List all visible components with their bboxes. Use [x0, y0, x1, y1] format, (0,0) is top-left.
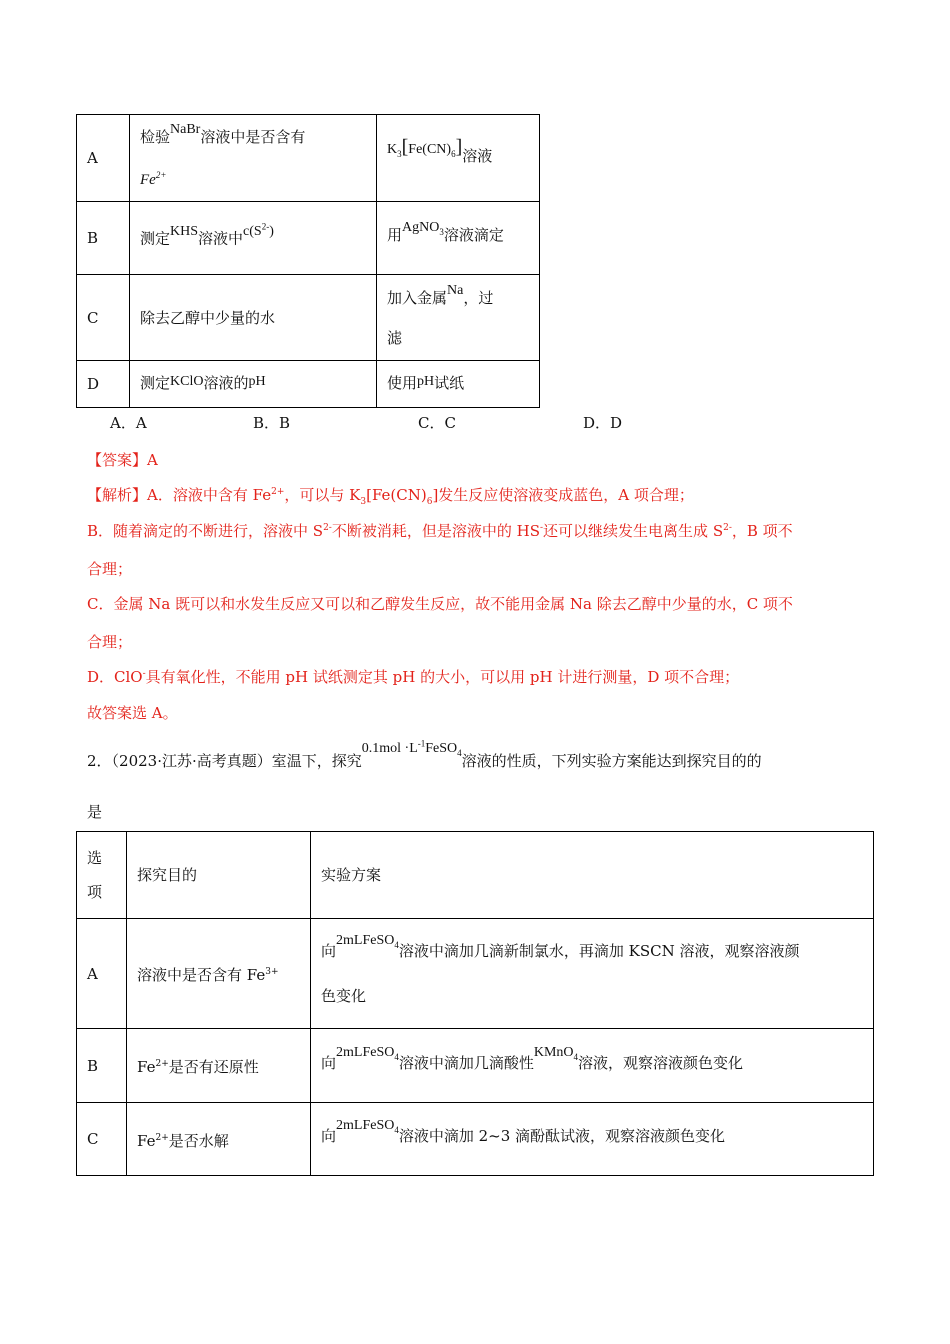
analysis-line-1: 【解析】A．溶液中含有 $Fe^{2+}$，可以与 $K_3[Fe(CN)_6]$发生反应使溶液变成蓝色，A 项合理； [87, 486, 694, 507]
analysis-line-2: B．随着滴定的不断进行，溶液中 $S^{2-}$不断被消耗，但是溶液中的 HS-还可以继续发生电离生成 $S^{2-}$，B 项不 [87, 522, 793, 540]
method-cell: 向2mLFeSO$_4$溶液中滴加几滴酸性KMnO$_4$溶液，观察溶液颜色变化 [311, 1029, 874, 1103]
method-cell: 用AgNO$_3$溶液滴定 [377, 202, 540, 275]
table-2 [76, 831, 874, 1176]
method-cell: $K_3[Fe(CN)_6]$溶液 [377, 115, 540, 202]
analysis-line-7: 故答案选 A。 [87, 704, 178, 722]
table-header-row [77, 832, 874, 919]
purpose-cell: 溶液中是否含有 $Fe^{3+}$ [127, 919, 311, 1029]
table-row [77, 361, 540, 408]
row-label: D [77, 361, 130, 408]
table-row [77, 115, 540, 202]
method-cell: 向2mLFeSO$_4$溶液中滴加几滴新制氯水，再滴加 KSCN 溶液，观察溶液颜 色变化 [311, 919, 874, 1029]
row-label: C [77, 275, 130, 361]
right-bracket-icon: ] [455, 135, 463, 158]
question-2-stem: 2．（2023·江苏·高考真题）室温下，探究$0.1mol \cdot L^{-1}FeSO_4$溶液的性质，下列实验方案能达到探究目的的 [87, 738, 762, 770]
method-cell: 使用pH试纸 [377, 361, 540, 408]
purpose-cell: $Fe^{2+}$是否有还原性 [127, 1029, 311, 1103]
purpose-cell: 测定KHS溶液中$c(S^{2-})$ [130, 202, 377, 275]
option-a: A．A [110, 414, 147, 432]
option-b: B．B [253, 414, 291, 432]
purpose-cell: 检验NaBr溶液中是否含有 $Fe^{2+}$ [130, 115, 377, 202]
question-2-stem-line-2: 是 [87, 803, 103, 821]
analysis-line-4: C．金属 Na 既可以和水发生反应又可以和乙醇发生反应，故不能用金属 Na 除去乙醇中少量的水，C 项不 [87, 595, 793, 613]
row-label: B [77, 1029, 127, 1103]
analysis-line-3: 合理； [87, 560, 133, 578]
option-d: D．D [583, 414, 623, 432]
row-label: A [77, 919, 127, 1029]
row-label: B [77, 202, 130, 275]
purpose-cell: 测定KClO溶液的pH [130, 361, 377, 408]
method-cell: 向2mLFeSO$_4$溶液中滴加 2~3 滴酚酞试液，观察溶液颜色变化 [311, 1103, 874, 1176]
row-label: C [77, 1103, 127, 1176]
analysis-line-5: 合理； [87, 633, 133, 651]
option-c: C．C [418, 414, 456, 432]
table-row [77, 1103, 874, 1176]
header-purpose: 探究目的 [127, 832, 311, 919]
analysis-line-6: D．ClO-具有氧化性，不能用 pH 试纸测定其 pH 的大小，可以用 pH 计进行测量，D 项不合理； [87, 668, 740, 686]
table-row [77, 202, 540, 275]
table-row [77, 275, 540, 361]
row-label: A [77, 115, 130, 202]
table-1 [76, 114, 540, 408]
answer: 【答案】A [87, 451, 158, 469]
header-method: 实验方案 [311, 832, 874, 919]
header-option: 选 项 [77, 832, 127, 919]
table-row [77, 1029, 874, 1103]
purpose-cell: 除去乙醇中少量的水 [130, 275, 377, 361]
left-bracket-icon: [ [401, 135, 409, 158]
method-cell: 加入金属Na，过 滤 [377, 275, 540, 361]
purpose-cell: $Fe^{2+}$是否水解 [127, 1103, 311, 1176]
table-row [77, 919, 874, 1029]
